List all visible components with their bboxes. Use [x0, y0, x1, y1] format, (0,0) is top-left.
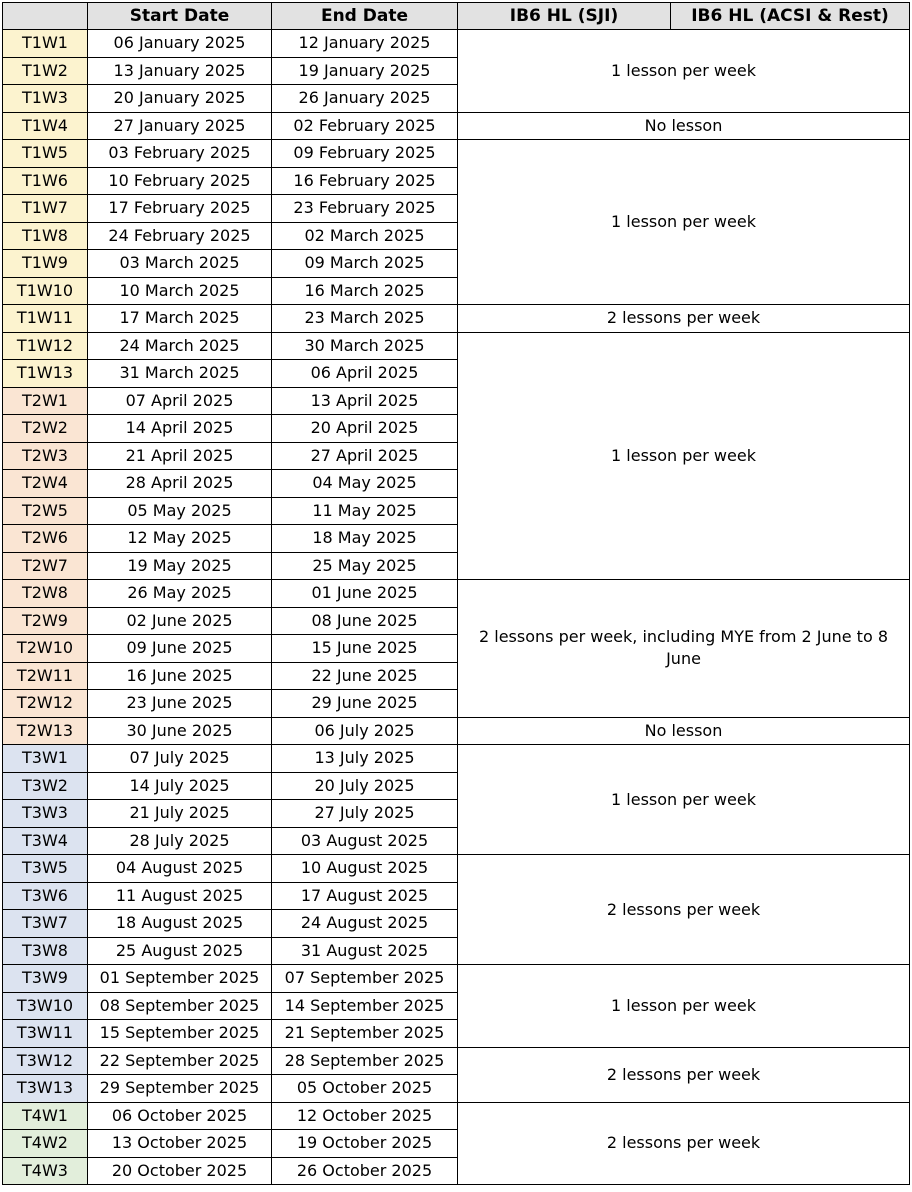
start-date-cell: 17 February 2025 — [88, 195, 272, 223]
start-date-cell: 21 April 2025 — [88, 442, 272, 470]
end-date-cell: 12 January 2025 — [272, 30, 458, 58]
end-date-cell: 25 May 2025 — [272, 552, 458, 580]
start-date-cell: 13 January 2025 — [88, 57, 272, 85]
end-date-cell: 27 April 2025 — [272, 442, 458, 470]
lesson-plan-cell: 2 lessons per week — [458, 1047, 910, 1102]
start-date-cell: 08 September 2025 — [88, 992, 272, 1020]
week-cell: T2W10 — [3, 635, 88, 663]
end-date-cell: 08 June 2025 — [272, 607, 458, 635]
week-cell: T3W11 — [3, 1020, 88, 1048]
week-cell: T3W8 — [3, 937, 88, 965]
week-cell: T2W4 — [3, 470, 88, 498]
start-date-cell: 14 July 2025 — [88, 772, 272, 800]
start-date-cell: 27 January 2025 — [88, 112, 272, 140]
schedule-body — [3, 30, 910, 1185]
start-date-cell: 23 June 2025 — [88, 690, 272, 718]
week-cell: T2W11 — [3, 662, 88, 690]
lesson-plan-cell: 1 lesson per week — [458, 140, 910, 305]
end-date-cell: 09 March 2025 — [272, 250, 458, 278]
week-cell: T1W10 — [3, 277, 88, 305]
end-date-cell: 26 October 2025 — [272, 1157, 458, 1185]
end-date-cell: 30 March 2025 — [272, 332, 458, 360]
end-date-cell: 19 October 2025 — [272, 1130, 458, 1158]
sji-column-header: IB6 HL (SJI) — [458, 3, 671, 30]
lesson-plan-cell: 1 lesson per week — [458, 332, 910, 580]
week-cell: T3W13 — [3, 1075, 88, 1103]
start-date-cell: 07 April 2025 — [88, 387, 272, 415]
week-cell: T1W9 — [3, 250, 88, 278]
end-date-cell: 07 September 2025 — [272, 965, 458, 993]
start-date-cell: 15 September 2025 — [88, 1020, 272, 1048]
week-cell: T1W1 — [3, 30, 88, 58]
week-cell: T3W5 — [3, 855, 88, 883]
week-cell: T1W13 — [3, 360, 88, 388]
end-date-cell: 01 June 2025 — [272, 580, 458, 608]
week-cell: T1W3 — [3, 85, 88, 113]
end-date-cell: 31 August 2025 — [272, 937, 458, 965]
start-date-cell: 09 June 2025 — [88, 635, 272, 663]
end-date-cell: 06 July 2025 — [272, 717, 458, 745]
lesson-plan-cell: 1 lesson per week — [458, 30, 910, 113]
lesson-plan-cell: No lesson — [458, 112, 910, 140]
week-cell: T1W7 — [3, 195, 88, 223]
end-date-cell: 23 March 2025 — [272, 305, 458, 333]
week-cell: T3W3 — [3, 800, 88, 828]
week-cell: T1W12 — [3, 332, 88, 360]
week-cell: T3W7 — [3, 910, 88, 938]
week-cell: T2W3 — [3, 442, 88, 470]
end-date-cell: 14 September 2025 — [272, 992, 458, 1020]
start-date-cell: 21 July 2025 — [88, 800, 272, 828]
start-date-cell: 29 September 2025 — [88, 1075, 272, 1103]
end-date-cell: 11 May 2025 — [272, 497, 458, 525]
end-date-cell: 24 August 2025 — [272, 910, 458, 938]
week-cell: T3W1 — [3, 745, 88, 773]
table-row — [3, 112, 910, 140]
end-date-cell: 15 June 2025 — [272, 635, 458, 663]
start-date-cell: 10 February 2025 — [88, 167, 272, 195]
week-cell: T3W4 — [3, 827, 88, 855]
end-date-cell: 17 August 2025 — [272, 882, 458, 910]
start-date-cell: 03 March 2025 — [88, 250, 272, 278]
table-row — [3, 1047, 910, 1075]
start-date-cell: 07 July 2025 — [88, 745, 272, 773]
start-date-cell: 01 September 2025 — [88, 965, 272, 993]
week-cell: T2W2 — [3, 415, 88, 443]
start-date-cell: 28 July 2025 — [88, 827, 272, 855]
end-date-cell: 19 January 2025 — [272, 57, 458, 85]
table-row — [3, 305, 910, 333]
week-cell: T1W11 — [3, 305, 88, 333]
end-date-cell: 22 June 2025 — [272, 662, 458, 690]
end-date-cell: 02 March 2025 — [272, 222, 458, 250]
week-cell: T2W9 — [3, 607, 88, 635]
end-date-cell: 06 April 2025 — [272, 360, 458, 388]
week-cell: T2W13 — [3, 717, 88, 745]
start-date-cell: 06 January 2025 — [88, 30, 272, 58]
table-row — [3, 30, 910, 58]
lesson-plan-cell: 2 lessons per week, including MYE from 2 June to 8 June — [458, 580, 910, 718]
week-cell: T4W1 — [3, 1102, 88, 1130]
week-cell: T3W9 — [3, 965, 88, 993]
start-date-cell: 14 April 2025 — [88, 415, 272, 443]
start-date-cell: 16 June 2025 — [88, 662, 272, 690]
week-cell: T3W10 — [3, 992, 88, 1020]
week-cell: T4W3 — [3, 1157, 88, 1185]
start-date-cell: 22 September 2025 — [88, 1047, 272, 1075]
end-date-column-header: End Date — [272, 3, 458, 30]
lesson-plan-cell: 2 lessons per week — [458, 305, 910, 333]
start-date-cell: 24 February 2025 — [88, 222, 272, 250]
table-row — [3, 580, 910, 608]
lesson-plan-cell: 2 lessons per week — [458, 855, 910, 965]
week-cell: T1W4 — [3, 112, 88, 140]
week-cell: T2W1 — [3, 387, 88, 415]
start-date-cell: 02 June 2025 — [88, 607, 272, 635]
start-date-cell: 05 May 2025 — [88, 497, 272, 525]
week-cell: T2W7 — [3, 552, 88, 580]
week-cell: T3W12 — [3, 1047, 88, 1075]
acsi-column-header: IB6 HL (ACSI & Rest) — [671, 3, 910, 30]
end-date-cell: 13 July 2025 — [272, 745, 458, 773]
end-date-cell: 03 August 2025 — [272, 827, 458, 855]
end-date-cell: 04 May 2025 — [272, 470, 458, 498]
table-row — [3, 332, 910, 360]
table-row — [3, 965, 910, 993]
week-cell: T2W6 — [3, 525, 88, 553]
start-date-cell: 10 March 2025 — [88, 277, 272, 305]
end-date-cell: 23 February 2025 — [272, 195, 458, 223]
start-date-cell: 13 October 2025 — [88, 1130, 272, 1158]
week-cell: T2W8 — [3, 580, 88, 608]
end-date-cell: 05 October 2025 — [272, 1075, 458, 1103]
table-row — [3, 855, 910, 883]
lesson-plan-cell: No lesson — [458, 717, 910, 745]
start-date-cell: 17 March 2025 — [88, 305, 272, 333]
end-date-cell: 29 June 2025 — [272, 690, 458, 718]
end-date-cell: 10 August 2025 — [272, 855, 458, 883]
start-date-cell: 26 May 2025 — [88, 580, 272, 608]
start-date-cell: 31 March 2025 — [88, 360, 272, 388]
end-date-cell: 02 February 2025 — [272, 112, 458, 140]
end-date-cell: 20 April 2025 — [272, 415, 458, 443]
start-date-column-header: Start Date — [88, 3, 272, 30]
start-date-cell: 04 August 2025 — [88, 855, 272, 883]
week-cell: T1W5 — [3, 140, 88, 168]
table-row — [3, 1102, 910, 1130]
lesson-plan-cell: 1 lesson per week — [458, 965, 910, 1048]
start-date-cell: 06 October 2025 — [88, 1102, 272, 1130]
lesson-plan-cell: 1 lesson per week — [458, 745, 910, 855]
week-cell: T1W2 — [3, 57, 88, 85]
start-date-cell: 19 May 2025 — [88, 552, 272, 580]
end-date-cell: 18 May 2025 — [272, 525, 458, 553]
week-cell: T1W6 — [3, 167, 88, 195]
week-cell: T2W12 — [3, 690, 88, 718]
start-date-cell: 18 August 2025 — [88, 910, 272, 938]
end-date-cell: 26 January 2025 — [272, 85, 458, 113]
table-row — [3, 140, 910, 168]
start-date-cell: 25 August 2025 — [88, 937, 272, 965]
week-cell: T1W8 — [3, 222, 88, 250]
week-cell: T2W5 — [3, 497, 88, 525]
start-date-cell: 20 January 2025 — [88, 85, 272, 113]
end-date-cell: 16 March 2025 — [272, 277, 458, 305]
end-date-cell: 27 July 2025 — [272, 800, 458, 828]
start-date-cell: 30 June 2025 — [88, 717, 272, 745]
end-date-cell: 12 October 2025 — [272, 1102, 458, 1130]
end-date-cell: 21 September 2025 — [272, 1020, 458, 1048]
end-date-cell: 13 April 2025 — [272, 387, 458, 415]
end-date-cell: 16 February 2025 — [272, 167, 458, 195]
lesson-schedule-table — [2, 2, 910, 1185]
start-date-cell: 24 March 2025 — [88, 332, 272, 360]
table-row — [3, 717, 910, 745]
table-row — [3, 745, 910, 773]
week-cell: T4W2 — [3, 1130, 88, 1158]
start-date-cell: 20 October 2025 — [88, 1157, 272, 1185]
week-cell: T3W2 — [3, 772, 88, 800]
lesson-plan-cell: 2 lessons per week — [458, 1102, 910, 1185]
week-column-header — [3, 3, 88, 30]
end-date-cell: 20 July 2025 — [272, 772, 458, 800]
end-date-cell: 09 February 2025 — [272, 140, 458, 168]
start-date-cell: 11 August 2025 — [88, 882, 272, 910]
week-cell: T3W6 — [3, 882, 88, 910]
end-date-cell: 28 September 2025 — [272, 1047, 458, 1075]
header-row — [3, 3, 910, 30]
start-date-cell: 28 April 2025 — [88, 470, 272, 498]
start-date-cell: 12 May 2025 — [88, 525, 272, 553]
start-date-cell: 03 February 2025 — [88, 140, 272, 168]
